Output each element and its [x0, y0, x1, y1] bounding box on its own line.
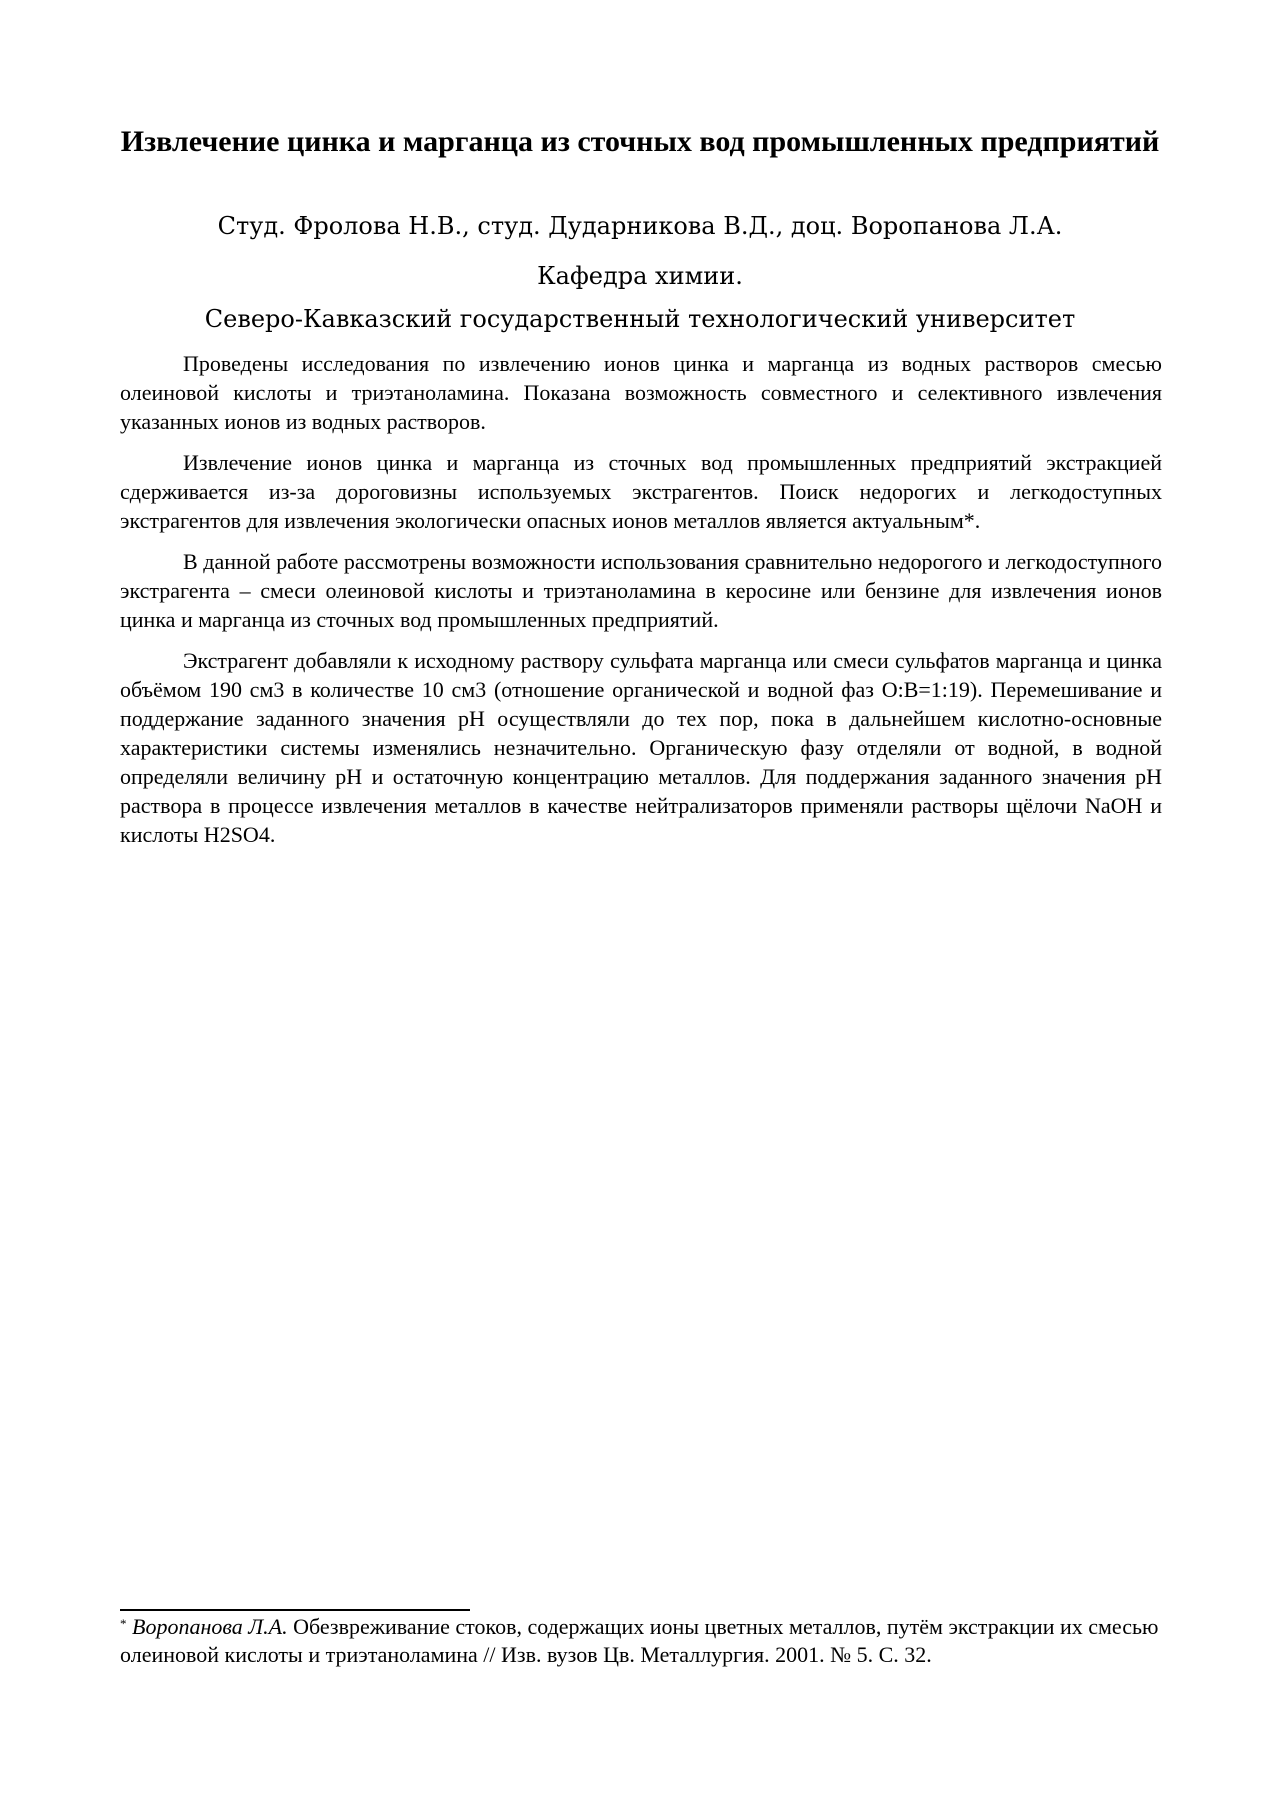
footnote-author: Воропанова Л.А. [132, 1614, 288, 1639]
footnote [120, 1613, 1162, 1669]
department-line: Кафедра химии. [537, 262, 743, 290]
footnote-text: Обезвреживание стоков, содержащих ионы цветных металлов, путём экстракции их смесью олеиновой кислоты и триэтаноламина // Изв. вузов Цв. Металлургия. 2001. № 5. С. 32. [120, 1614, 1159, 1667]
university-line: Северо-Кавказский государственный технологический университет [204, 305, 1076, 333]
document-title: Извлечение цинка и марганца из сточных вод промышленных предприятий [120, 125, 1160, 158]
authors-line: Студ. Фролова Н.В., студ. Дударникова В.Д., доц. Воропанова Л.А. [217, 212, 1063, 240]
body-text [120, 349, 1162, 861]
footnote-marker: * [120, 1616, 127, 1631]
paragraph-abstract: Проведены исследования по извлечению ионов цинка и марганца из водных растворов смесью олеиновой кислоты и триэтаноламина. Показана возможность совместного и селективного извлечения указанных ионов из водных растворов. [120, 351, 1162, 434]
paragraph-introduction: Извлечение ионов цинка и марганца из сточных вод промышленных предприятий экстракцией сдерживается из-за дороговизны используемых экстрагентов. Поиск недорогих и легкодоступных экстрагентов для извлечения экологически опасных ионов металлов является актуальным*. [120, 450, 1162, 533]
paragraph-method: Экстрагент добавляли к исходному раствору сульфата марганца или смеси сульфатов марганца и цинка объёмом 190 см3 в количестве 10 см3 (отношение органической и водной фаз О:В=1:19). Перемешивание и поддержание заданного значения рН осуществляли до тех пор, пока в дальнейшем кислотно-основные характеристики системы изменялись незначительно. Органическую фазу отделяли от водной, в водной определяли величину рН и остаточную концентрацию металлов. Для поддержания заданного значения рН раствора в процессе извлечения металлов в качестве нейтрализаторов применяли растворы щёлочи NaOH и кислоты H2SO4. [120, 648, 1162, 847]
footnote-separator [120, 1609, 470, 1611]
paragraph-scope: В данной работе рассмотрены возможности использования сравнительно недорогого и легкодоступного экстрагента – смеси олеиновой кислоты и триэтаноламина в керосине или бензине для извлечения ионов цинка и марганца из сточных вод промышленных предприятий. [120, 549, 1162, 632]
